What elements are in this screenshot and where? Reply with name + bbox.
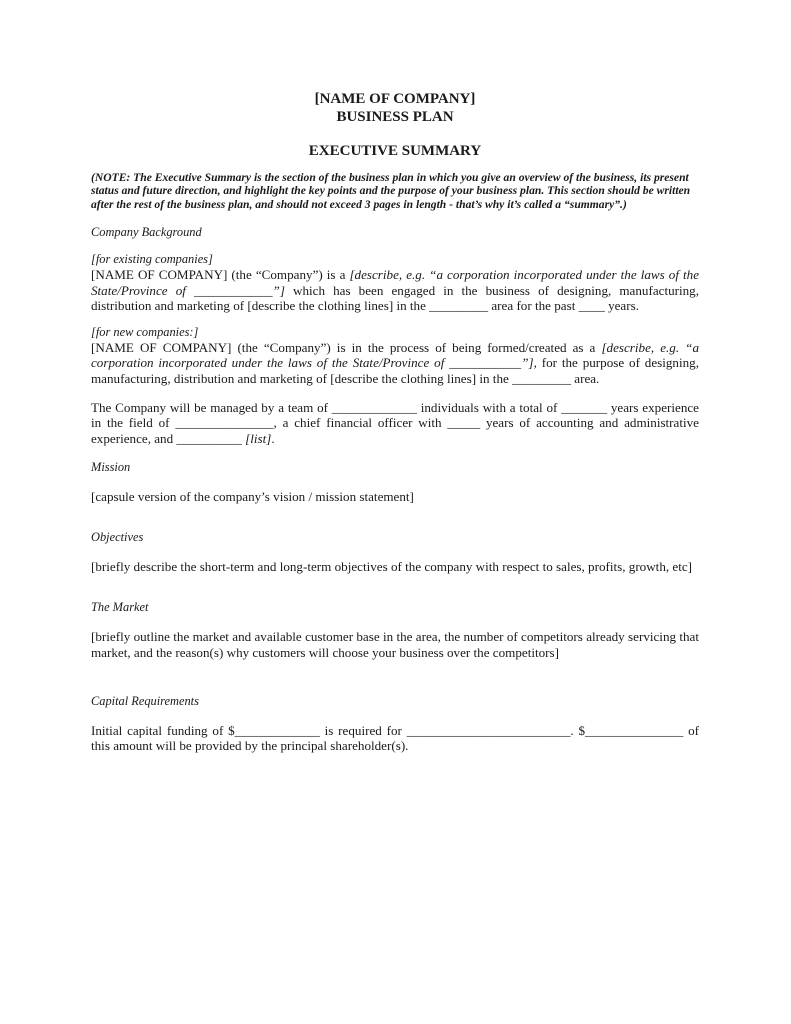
new-text-italic: [describe, e.g. “a corporation incorporated under the laws of the State/Province of ___________”] [91, 340, 700, 371]
existing-companies-label: [for existing companies] [91, 252, 213, 267]
new-text-end: , for the purpose of designing, manufacturing, distribution and marketing of [describe the clothing lines] in the _________ area. [91, 355, 699, 386]
capital-requirements-text: Initial capital funding of $_____________ is required for _________________________. $_______________ of this amount will be provided by the principal shareholder(s). [91, 723, 699, 754]
team-text-italic: [list] [245, 430, 272, 446]
title-block [91, 90, 699, 160]
existing-text-end: which has been engaged in the business of designing, manufacturing, distribution and marketing of [describe the clothing lines] in the _________ area for the past ____ years. [91, 282, 699, 313]
company-name-title: [NAME OF COMPANY] [314, 91, 476, 107]
objectives-text: [briefly describe the short-term and long-term objectives of the company with respect to sales, profits, growth, etc] [91, 559, 693, 575]
team-text-end: . [271, 430, 275, 446]
existing-text-start: [NAME OF COMPANY] (the “Company”) is a [91, 267, 350, 283]
new-companies-label: [for new companies:] [91, 325, 199, 340]
mission-heading: Mission [91, 459, 131, 474]
new-text-start: [NAME OF COMPANY] (the “Company”) is in the process of being formed/created as a [91, 340, 602, 356]
market-heading: The Market [91, 600, 149, 615]
team-text-start: The Company will be managed by a team of _____________ individuals with a total of _______ years experience in the field of _______________, a chief financial officer with _____ years of accounting and administrative experience, and __________ [91, 400, 699, 446]
document-body [91, 90, 699, 754]
new-companies-paragraph [91, 340, 699, 386]
existing-text-italic: [describe, e.g. “a corporation incorporated under the laws of the State/Province of ____________”] [91, 267, 699, 298]
mission-text: [capsule version of the company’s vision / mission statement] [91, 488, 414, 504]
note-paragraph: (NOTE: The Executive Summary is the section of the business plan in which you give an overview of the business, its present status and future direction, and highlight the key points and the purpose of your business plan. This section should be written after the rest of the business plan, and should not exceed 3 pages in length - that’s why it’s called a “summary”.) [91, 171, 691, 211]
objectives-heading: Objectives [91, 530, 144, 545]
market-text: [briefly outline the market and available customer base in the area, the number of competitors already servicing that market, and the reason(s) why customers will choose your business over the competitors] [91, 629, 699, 660]
existing-companies-paragraph [91, 267, 699, 313]
section-title: EXECUTIVE SUMMARY [308, 143, 482, 159]
company-background-heading: Company Background [91, 225, 202, 240]
management-team-paragraph [91, 400, 699, 446]
capital-requirements-heading: Capital Requirements [91, 694, 199, 709]
document-type-title: BUSINESS PLAN [336, 109, 454, 125]
